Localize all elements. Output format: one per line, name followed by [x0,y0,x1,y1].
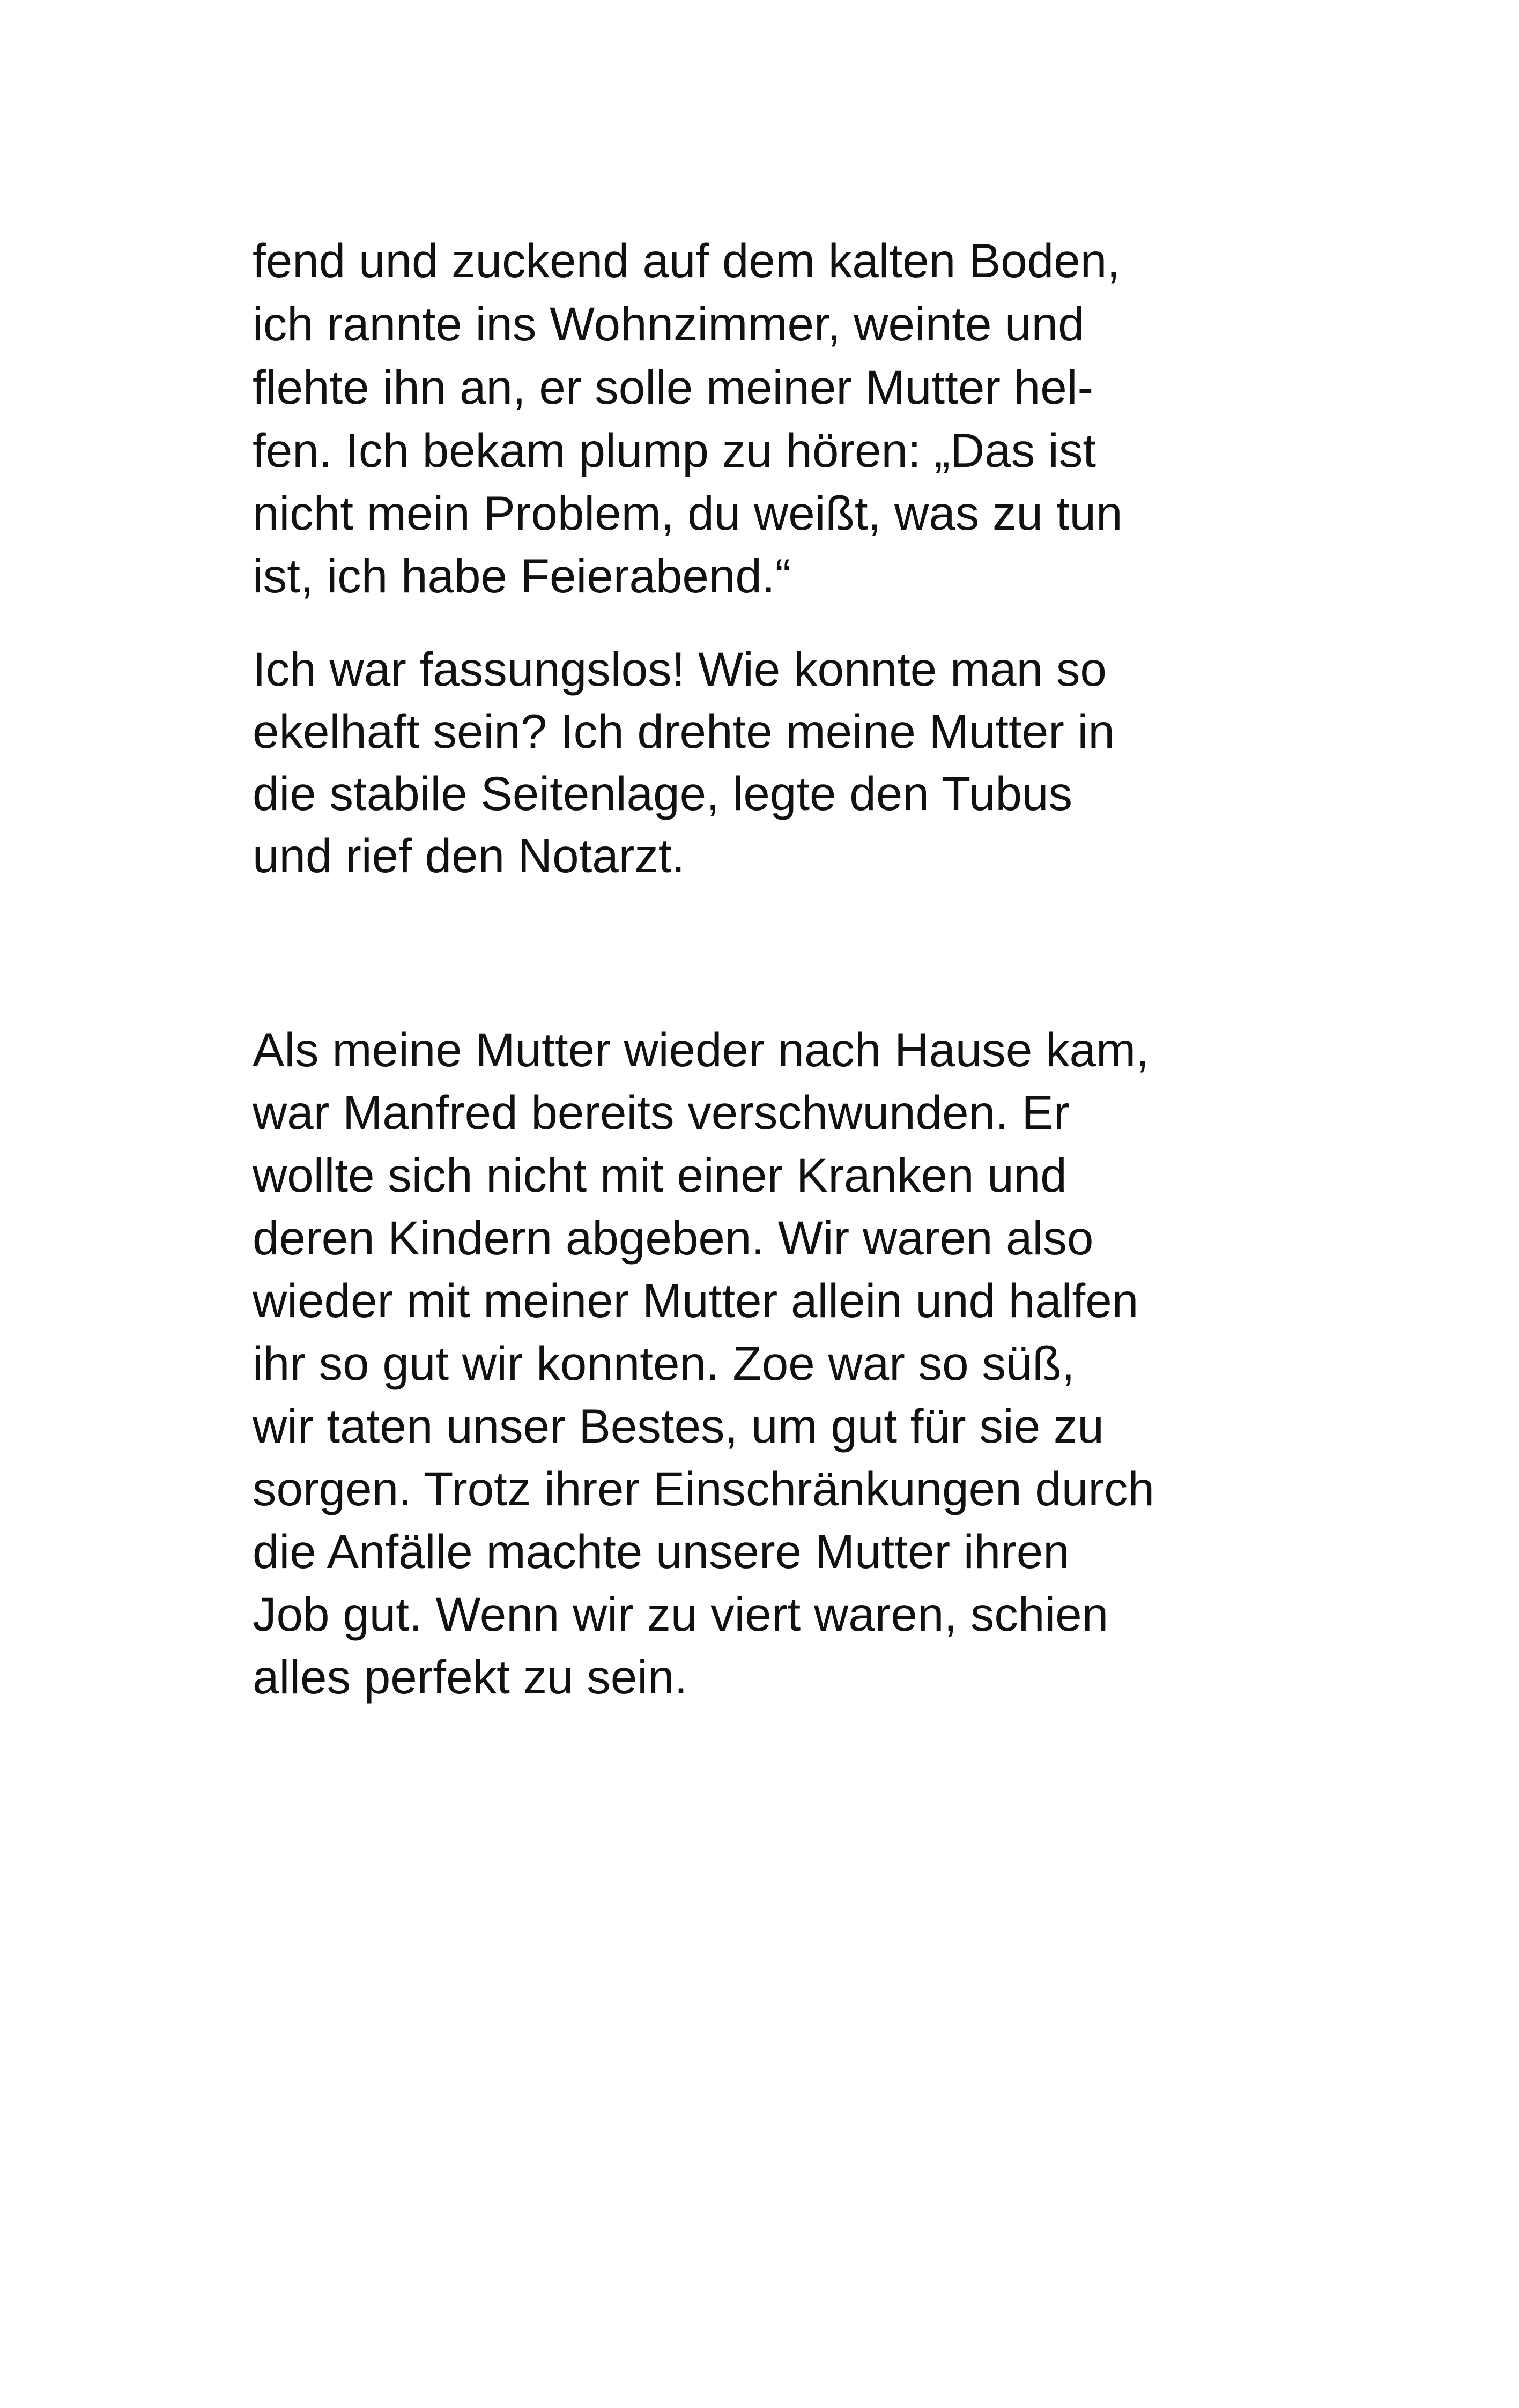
paragraph-3-line-4: deren Kindern abgeben. Wir waren also [253,1211,1094,1265]
paragraph-1-line-3: flehte ihn an, er solle meiner Mutter hel- [253,360,1094,414]
paragraph-1-line-2: ich rannte ins Wohnzimmer, weinte und [253,297,1085,351]
paragraph-3-line-10: Job gut. Wenn wir zu viert waren, schien [253,1587,1109,1641]
paragraph-3-line-2: war Manfred bereits verschwunden. Er [253,1086,1070,1139]
paragraph-1-line-6: ist, ich habe Feierabend.“ [253,549,791,603]
paragraph-3-line-6: ihr so gut wir konnten. Zoe war so süß, [253,1336,1075,1390]
paragraph-2-line-4: und rief den Notarzt. [253,829,685,882]
paragraph-3-line-11: alles perfekt zu sein. [253,1650,688,1704]
paragraph-3-line-5: wieder mit meiner Mutter allein und halfen [253,1274,1139,1327]
paragraph-1-line-4: fen. Ich bekam plump zu hören: „Das ist [253,423,1096,477]
paragraph-3-line-7: wir taten unser Bestes, um gut für sie zu [253,1399,1104,1453]
paragraph-3-line-1: Als meine Mutter wieder nach Hause kam, [253,1023,1149,1076]
paragraph-2-line-1: Ich war fassungslos! Wie konnte man so [253,642,1107,696]
paragraph-2-line-2: ekelhaft sein? Ich drehte meine Mutter in [253,704,1115,758]
paragraph-3-line-9: die Anfälle machte unsere Mutter ihren [253,1525,1070,1578]
paragraph-3-line-8: sorgen. Trotz ihrer Einschränkungen durch [253,1462,1155,1515]
paragraph-1-line-1: fend und zuckend auf dem kalten Boden, [253,234,1120,287]
paragraph-1-line-5: nicht mein Problem, du weißt, was zu tun [253,486,1123,540]
paragraph-2-line-3: die stabile Seitenlage, legte den Tubus [253,767,1072,820]
paragraph-3-line-3: wollte sich nicht mit einer Kranken und [253,1148,1067,1202]
